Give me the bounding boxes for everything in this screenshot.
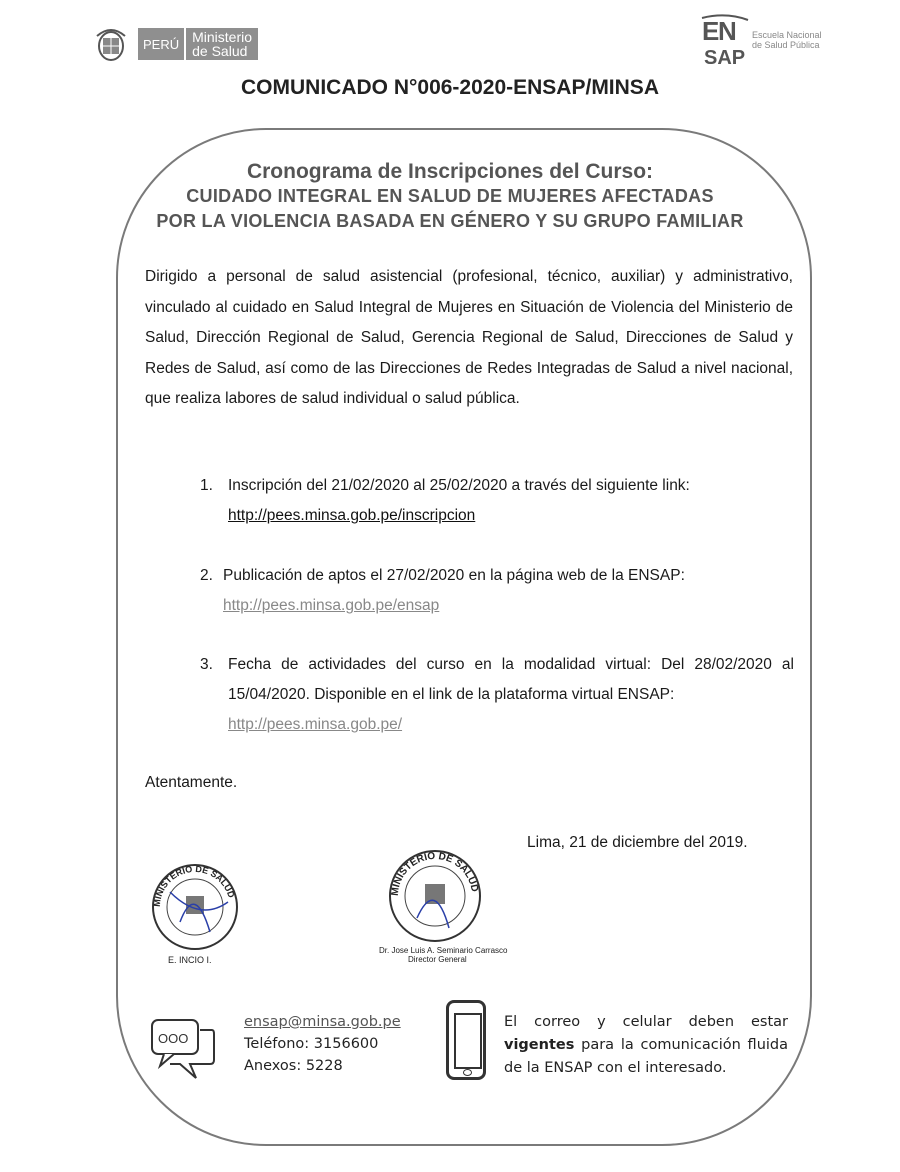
seal2-role: Director General (408, 955, 467, 964)
closing-atentamente: Atentamente. (145, 774, 238, 791)
contact-info (244, 1011, 401, 1077)
svg-text:SAP: SAP (704, 47, 746, 68)
phone-screen (454, 1013, 482, 1069)
peru-label: PERÚ (138, 28, 186, 60)
comunicado-title: COMUNICADO N°006-2020-ENSAP/MINSA (241, 76, 659, 99)
item-1-text: Inscripción del 21/02/2020 al 25/02/2020 a través del siguiente link: (228, 477, 690, 494)
course-name-line1: CUIDADO INTEGRAL EN SALUD DE MUJERES AFECTADAS (186, 186, 714, 206)
svg-text:E: E (702, 16, 720, 46)
item-3-text: Fecha de actividades del curso en la modalidad virtual: Del 28/02/2020 al 15/04/2020. Disponible en el link de la plataforma virtual ENSAP: (228, 656, 794, 703)
item-2-text: Publicación de aptos el 27/02/2020 en la página web de la ENSAP: (223, 567, 685, 584)
seal2-name: Dr. Jose Luis A. Seminario Carrasco (379, 946, 508, 955)
chat-bubble-icon (150, 1016, 216, 1086)
ensap-page-link[interactable]: http://pees.minsa.gob.pe/ensap (223, 597, 440, 614)
registration-link[interactable]: http://pees.minsa.gob.pe/inscripcion (228, 507, 476, 524)
ministry-seal-2 (387, 848, 483, 944)
note-bold: vigentes (504, 1037, 575, 1053)
ensap-mark-icon (700, 14, 752, 68)
note-part1: El correo y celular deben estar (504, 1014, 788, 1030)
contact-email[interactable]: ensap@minsa.gob.pe (244, 1014, 401, 1030)
peru-ministry-logo (138, 22, 314, 66)
contact-note (504, 1011, 788, 1080)
item-2-number: 2. (200, 567, 213, 584)
chat-bubble-text: OOO (158, 1031, 189, 1046)
seal1-ring-text: MINISTERIO DE SALUD (151, 863, 237, 908)
virtual-platform-link[interactable]: http://pees.minsa.gob.pe/ (228, 716, 403, 733)
contact-phone: Teléfono: 3156600 (244, 1036, 379, 1052)
item-3-number: 3. (200, 656, 213, 673)
seal2-ring-text: MINISTERIO DE SALUD (389, 850, 480, 897)
ministry-seal-1 (150, 862, 240, 952)
ensap-name (752, 30, 822, 50)
note-part2: para la comunicación fluida de la ENSAP con el interesado. (504, 1037, 788, 1076)
ministry-line1: Ministerio (192, 29, 253, 45)
contact-annex: Anexos: 5228 (244, 1058, 343, 1074)
phone-home-button (463, 1069, 472, 1076)
mobile-phone-icon (446, 1000, 486, 1080)
ministry-label (186, 28, 258, 60)
ensap-name-line1: Escuela Nacional (752, 30, 822, 40)
svg-text:N: N (718, 16, 737, 46)
item-1-number: 1. (200, 477, 213, 494)
audience-paragraph: Dirigido a personal de salud asistencial (profesional, técnico, auxiliar) y administrativo, vinculado al cuidado en Salud Integral de Mujeres en Situación de Violencia del Ministerio de Salud, Dirección Regional de Salud, Gerencia Regional de Salud, Direcciones de Salud y Redes de Salud, así como de las Direcciones de Redes Integradas de Salud a nivel nacional, que realiza labores de salud individual o salud pública. (145, 268, 793, 407)
course-name-line2: POR LA VIOLENCIA BASADA EN GÉNERO Y SU GRUPO FAMILIAR (156, 211, 744, 231)
ensap-name-line2: de Salud Pública (752, 40, 820, 50)
course-schedule-title: Cronograma de Inscripciones del Curso: (246, 160, 654, 183)
peru-coat-of-arms-icon (94, 26, 128, 64)
ensap-logo (700, 14, 840, 68)
place-and-date: Lima, 21 de diciembre del 2019. (527, 834, 748, 851)
ministry-line2: de Salud (192, 43, 248, 59)
seal1-caption: E. INCIO I. (168, 955, 212, 965)
